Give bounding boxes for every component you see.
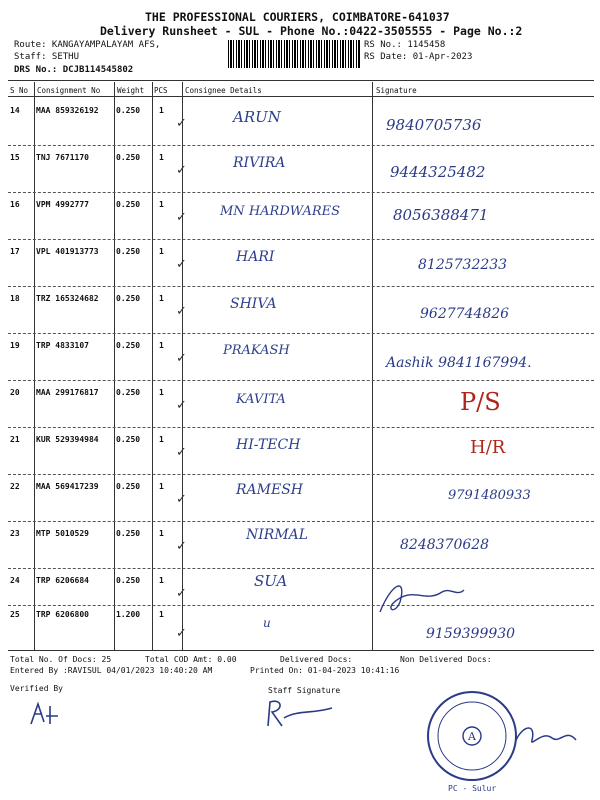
row-signature: 9627744826: [420, 306, 510, 322]
col-header-sno: S No: [10, 86, 29, 95]
row-consignee: u: [263, 616, 271, 630]
row-consignee: HARI: [236, 249, 275, 265]
row-signature: 9444325482: [390, 163, 486, 181]
row-consignee: RAMESH: [236, 482, 304, 498]
row-sno: 23: [10, 529, 20, 538]
tick-mark: ✓: [176, 586, 187, 601]
tick-mark: ✓: [176, 445, 187, 460]
table-top-border: [8, 80, 594, 81]
col-header-pcs: PCS: [154, 86, 168, 95]
table-row: [8, 521, 594, 568]
row-weight: 0.250: [116, 200, 141, 209]
row-sno: 15: [10, 153, 20, 162]
row-pcs: 1: [159, 610, 164, 619]
row-weight: 0.250: [116, 106, 141, 115]
non-delivered-docs: Non Delivered Docs:: [400, 655, 492, 664]
row-signature: 9159399930: [426, 626, 516, 642]
row-consignment: TRP 4833107: [36, 341, 89, 350]
row-consignment: MTP 5010529: [36, 529, 89, 538]
row-signature: H/R: [470, 437, 506, 458]
receiver-signature-scribble: [512, 720, 582, 750]
tick-mark: ✓: [176, 257, 187, 272]
verified-by-label: Verified By: [10, 684, 63, 693]
row-pcs: 1: [159, 294, 164, 303]
tick-mark: ✓: [176, 116, 187, 131]
drs-number: DRS No.: DCJB114545802: [14, 65, 134, 75]
staff-signature: [262, 696, 342, 730]
row-consignee: HI-TECH: [236, 437, 301, 453]
row-consignment: VPL 401913773: [36, 247, 99, 256]
row-sno: 16: [10, 200, 20, 209]
row-weight: 0.250: [116, 294, 141, 303]
row-signature: 8125732233: [418, 257, 508, 273]
row-consignee: KAVITA: [236, 392, 286, 407]
table-row: [8, 602, 594, 649]
printed-on: Printed On: 01-04-2023 10:41:16: [250, 666, 400, 675]
courier-stamp: [422, 686, 522, 786]
row-weight: 1.200: [116, 610, 141, 619]
row-weight: 0.250: [116, 529, 141, 538]
row-pcs: 1: [159, 435, 164, 444]
row-pcs: 1: [159, 482, 164, 491]
svg-text:A: A: [468, 730, 476, 743]
row-pcs: 1: [159, 106, 164, 115]
row-signature: 8056388471: [393, 206, 489, 224]
tick-mark: ✓: [176, 163, 187, 178]
signature-scribble: [372, 572, 472, 622]
tick-mark: ✓: [176, 492, 187, 507]
row-weight: 0.250: [116, 153, 141, 162]
tick-mark: ✓: [176, 210, 187, 225]
row-weight: 0.250: [116, 247, 141, 256]
table-row: [8, 239, 594, 286]
row-consignee: NIRMAL: [246, 527, 309, 543]
row-sno: 21: [10, 435, 20, 444]
row-sno: 22: [10, 482, 20, 491]
tick-mark: ✓: [176, 304, 187, 319]
table-row: [8, 192, 594, 239]
table-row: [8, 427, 594, 474]
row-consignment: TRP 6206684: [36, 576, 89, 585]
row-consignee: MN HARDWARES: [220, 204, 341, 219]
tick-mark: ✓: [176, 539, 187, 554]
row-sno: 14: [10, 106, 20, 115]
row-weight: 0.250: [116, 576, 141, 585]
table-row: [8, 286, 594, 333]
row-signature: P/S: [460, 388, 501, 416]
row-pcs: 1: [159, 388, 164, 397]
row-weight: 0.250: [116, 341, 141, 350]
table-header-border: [8, 96, 594, 97]
row-weight: 0.250: [116, 388, 141, 397]
rs-date: RS Date: 01-Apr-2023: [364, 52, 473, 62]
col-header-signature: Signature: [376, 86, 417, 95]
tick-mark: ✓: [176, 626, 187, 641]
route-label: Route: KANGAYAMPALAYAM AFS,: [14, 40, 161, 50]
tick-mark: ✓: [176, 398, 187, 413]
row-pcs: 1: [159, 529, 164, 538]
stamp-text: PC - Sulur: [448, 784, 497, 793]
row-pcs: 1: [159, 576, 164, 585]
verified-signature: [28, 700, 73, 728]
table-row: [8, 145, 594, 192]
barcode: [228, 40, 360, 68]
row-consignment: VPM 4992777: [36, 200, 89, 209]
row-consignee: SUA: [254, 572, 288, 590]
col-header-consignee: Consignee Details: [185, 86, 262, 95]
row-consignment: MAA 859326192: [36, 106, 99, 115]
row-weight: 0.250: [116, 435, 141, 444]
row-consignment: TNJ 7671170: [36, 153, 89, 162]
rs-number: RS No.: 1145458: [364, 40, 446, 50]
row-sno: 20: [10, 388, 20, 397]
row-signature: 9840705736: [386, 116, 482, 134]
row-signature: Aashik 9841167994.: [386, 355, 532, 371]
row-consignment: MAA 569417239: [36, 482, 99, 491]
row-consignment: KUR 529394984: [36, 435, 99, 444]
row-pcs: 1: [159, 341, 164, 350]
row-consignment: TRP 6206800: [36, 610, 89, 619]
table-row: [8, 380, 594, 427]
row-signature: 9791480933: [448, 488, 531, 503]
table-row: [8, 333, 594, 380]
row-pcs: 1: [159, 247, 164, 256]
total-docs: Total No. Of Docs: 25: [10, 655, 112, 664]
row-sno: 25: [10, 610, 20, 619]
row-consignee: ARUN: [233, 108, 281, 126]
runsheet-subtitle: Delivery Runsheet - SUL - Phone No.:0422-3505555 - Page No.:2: [100, 24, 523, 38]
row-weight: 0.250: [116, 482, 141, 491]
col-header-weight: Weight: [117, 86, 145, 95]
row-consignee: SHIVA: [230, 296, 277, 312]
row-consignment: MAA 299176817: [36, 388, 99, 397]
row-consignment: TRZ 165324682: [36, 294, 99, 303]
tick-mark: ✓: [176, 351, 187, 366]
row-consignee: RIVIRA: [233, 155, 286, 171]
row-pcs: 1: [159, 153, 164, 162]
row-signature: 8248370628: [400, 537, 490, 553]
company-title: THE PROFESSIONAL COURIERS, COIMBATORE-641037: [145, 10, 450, 24]
row-sno: 18: [10, 294, 20, 303]
entered-by: Entered By :RAVISUL 04/01/2023 10:40:20 AM: [10, 666, 213, 675]
row-sno: 17: [10, 247, 20, 256]
col-header-consignment: Consignment No: [37, 86, 101, 95]
row-sno: 19: [10, 341, 20, 350]
row-sno: 24: [10, 576, 20, 585]
table-bottom-border: [8, 650, 594, 651]
total-cod: Total COD Amt: 0.00: [145, 655, 237, 664]
staff-label: Staff: SETHU: [14, 52, 80, 62]
row-consignee: PRAKASH: [223, 343, 290, 358]
row-pcs: 1: [159, 200, 164, 209]
staff-signature-label: Staff Signature: [268, 686, 341, 695]
table-row: [8, 474, 594, 521]
table-row: [8, 98, 594, 145]
delivered-docs: Delivered Docs:: [280, 655, 353, 664]
